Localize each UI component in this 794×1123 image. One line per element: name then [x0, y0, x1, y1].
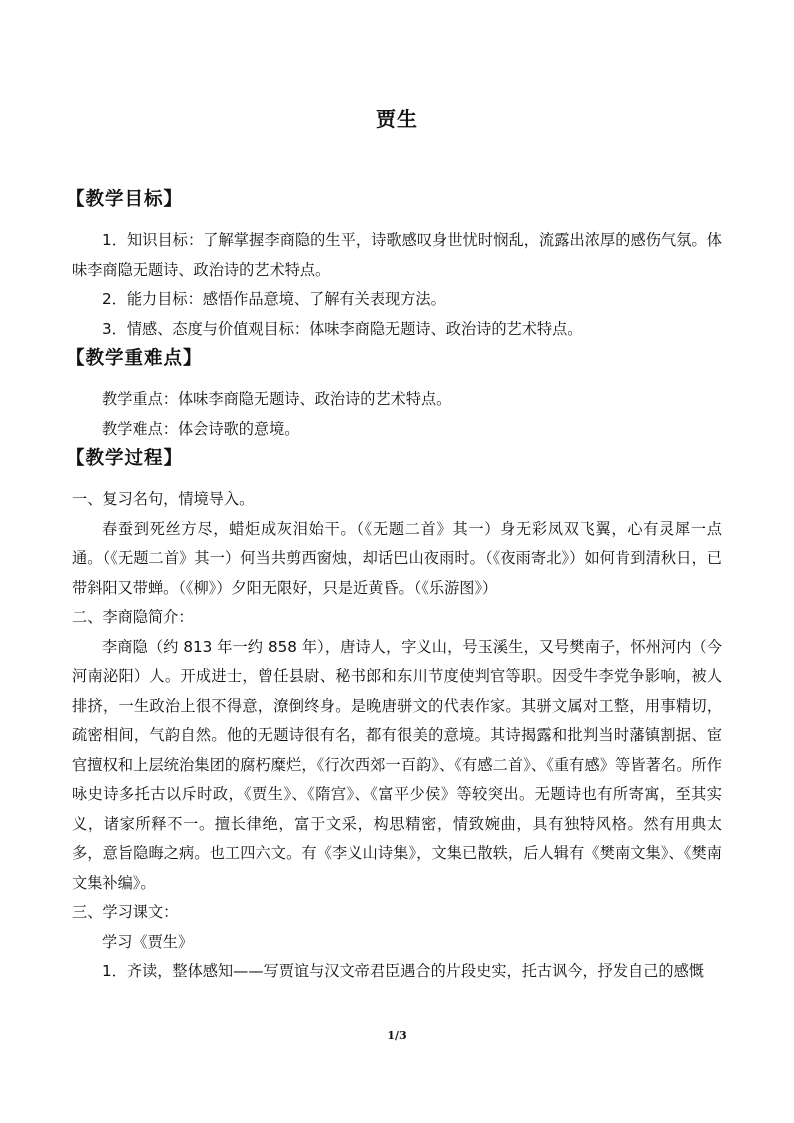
section-heading-process: 【教学过程】 — [66, 448, 184, 469]
goal-item: 2．能力目标：感悟作品意境、了解有关表现方法。 — [102, 290, 446, 308]
process-part2-text: 李商隐（约 813 年一约 858 年），唐诗人，字义山，号玉溪生，又号樊南子，怀州河内（今河南泌阳）人。开成进士，曾任县尉、秘书郎和东川节度使判官等职。因受牛李党争影响，被人排挤，一生政治上很不得意，潦倒终身。是晚唐骈文的代表作家。其骈文属对工整，用事精切，疏密相间，气韵自然。他的无题诗很有名，都有很美的意境。其诗揭露和批判当时藩镇割据、宦官擅权和上层统治集团的腐朽糜烂，《行次西郊一百韵》、《有感二首》、《重有感》等皆著名。所作咏史诗多托古以斥时政，《贾生》、《隋宫》、《富平少侯》等较突出。无题诗也有所寄寓，至其实义，诸家所释不一。擅长律绝，富于文采，构思精密，情致婉曲，具有独特风格。然有用典太多，意旨隐晦之病。也工四六文。有《李义山诗集》，文集已散轶，后人辑有《樊南文集》、《樊南文集补编》。 — [72, 637, 722, 892]
process-part3-subtitle: 学习《贾生》 — [102, 932, 194, 951]
document-body — [66, 187, 722, 987]
process-part3-title: 三、学习课文： — [72, 903, 179, 921]
goal-item: 3．情感、态度与价值观目标：体味李商隐无题诗、政治诗的艺术特点。 — [102, 319, 583, 338]
process-part3-item: 1．齐读，整体感知——写贾谊与汉文帝君臣遇合的片段史实，托古讽今，抒发自己的感慨 — [102, 962, 704, 980]
key-point-item: 教学重点：体味李商隐无题诗、政治诗的艺术特点。 — [102, 390, 452, 408]
key-point-item: 教学难点：体会诗歌的意境。 — [102, 419, 300, 438]
process-part1-text: 春蚕到死丝方尽，蜡炬成灰泪始干。（《无题二首》其一）身无彩凤双飞翼，心有灵犀一点通。（《无题二首》其一）何当共剪西窗烛，却话巴山夜雨时。（《夜雨寄北》）如何肯到清秋日，已带斜阳又带蝉。（《柳》）夕阳无限好，只是近黄昏。（《乐游图》） — [72, 519, 722, 597]
process-part1-title: 一、复习名句，情境导入。 — [72, 490, 255, 508]
process-part2-title: 二、李商隐简介： — [72, 608, 194, 626]
document-title: 贾生 — [376, 107, 418, 131]
goal-item: 1．知识目标：了解掌握李商隐的生平，诗歌感叹身世忧时悯乱，流露出浓厚的感伤气氛。体味李商隐无题诗、政治诗的艺术特点。 — [72, 231, 722, 279]
section-heading-goals: 【教学目标】 — [66, 189, 184, 210]
page-number: 1/3 — [387, 1029, 407, 1042]
section-heading-key-points: 【教学重难点】 — [66, 348, 203, 369]
